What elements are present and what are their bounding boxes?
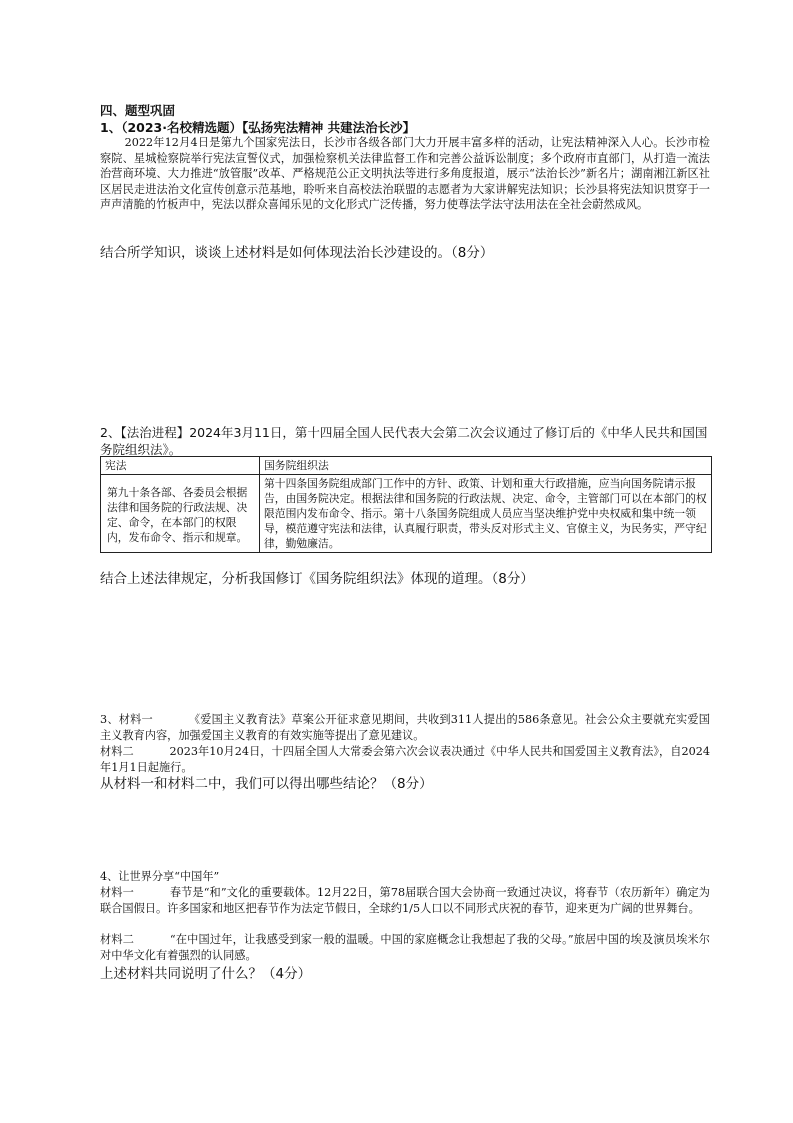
q4-prompt: 上述材料共同说明了什么？（4分） bbox=[100, 966, 312, 982]
table-header-row bbox=[101, 457, 712, 475]
q2-header: 2、【法治进程】2024年3月11日，第十四届全国人民代表大会第二次会议通过了修订后的《中华人民共和国国务院组织法》。 bbox=[100, 425, 708, 457]
q4-material-1 bbox=[100, 885, 710, 916]
q4-m1-body: 春节是“和”文化的重要载体。12月22日，第78届联合国大会协商一致通过决议，将春节（农历新年）确定为联合国假日。许多国家和地区把春节作为法定节假日，全球约1/5人口以不同形式庆祝的春节，迎来更为广阔的世界舞台。 bbox=[100, 886, 710, 915]
table-cell-state-council-articles: 第十四条国务院组成部门工作中的方针、政策、计划和重大行政措施，应当向国务院请示报告，由国务院决定。根据法律和国务院的行政法规、决定、命令，主管部门可以在本部门的权限范围内发布命令、指示。第十八条国务院组成人员应当坚决维护党中央权威和集中统一领导，模范遵守宪法和法律，认真履行职责，带头反对形式主义、官僚主义，为民务实，严守纪律，勤勉廉洁。 bbox=[260, 475, 712, 553]
q3-m1-label: 3、材料一 bbox=[100, 713, 153, 726]
q4-header: 4、让世界分享“中国年” bbox=[100, 870, 220, 883]
q4-m1-label: 材料一 bbox=[100, 886, 134, 899]
q1-prompt: 结合所学知识，谈谈上述材料是如何体现法治长沙建设的。（8分） bbox=[100, 245, 494, 261]
q3-material-2 bbox=[100, 744, 710, 775]
table-cell-constitution-article: 第九十条各部、各委员会根据法律和国务院的行政法规、决定、命令，在本部门的权限内，发布命令、指示和规章。 bbox=[101, 475, 260, 553]
q3-prompt: 从材料一和材料二中，我们可以得出哪些结论？（8分） bbox=[100, 776, 433, 792]
q2-law-table bbox=[100, 456, 712, 553]
q1-header: 1、（2023·名校精选题）【弘扬宪法精神 共建法治长沙】 bbox=[100, 120, 416, 135]
table-header-constitution: 宪法 bbox=[101, 457, 260, 475]
q2-prompt: 结合上述法律规定，分析我国修订《国务院组织法》体现的道理。（8分） bbox=[100, 571, 534, 587]
q2-law-table-wrap bbox=[100, 456, 710, 553]
q1-material: 2022年12月4日是第九个国家宪法日，长沙市各级各部门大力开展丰富多样的活动，让宪法精神深入人心。长沙市检察院、星城检察院举行宪法宣誓仪式，加强检察机关法律监督工作和完善公益诉讼制度；多个政府市直部门，从打造一流法治营商环境、大力推进“放管服”改革、严格规范公正文明执法等进行多角度报道，展示“法治长沙”新名片；湖南湘江新区社区居民走进法治文化宣传创意示范基地，聆听来自高校法治联盟的志愿者为大家讲解宪法知识；长沙县将宪法知识贯穿于一声声清脆的竹板声中，宪法以群众喜闻乐见的文化形式广泛传播，努力使尊法学法守法用法在全社会蔚然成风。 bbox=[100, 136, 710, 211]
q4-m2-label: 材料二 bbox=[100, 933, 135, 946]
q3-m2-body: 2023年10月24日，十四届全国人大常委会第六次会议表决通过《中华人民共和国爱国主义教育法》，自2024年1月1日起施行。 bbox=[100, 745, 710, 774]
section-title: 四、题型巩固 bbox=[100, 103, 176, 118]
table-header-state-council-law: 国务院组织法 bbox=[260, 457, 712, 475]
q4-material-2 bbox=[100, 932, 710, 963]
q4-m2-body: “在中国过年，让我感受到家一般的温暖。中国的家庭概念让我想起了我的父母。”旅居中国的埃及演员埃米尔对中华文化有着强烈的认同感。 bbox=[100, 933, 710, 962]
table-row bbox=[101, 475, 712, 553]
q3-m1-body: 《爱国主义教育法》草案公开征求意见期间，共收到311人提出的586条意见。社会公众主要就充实爱国主义教育内容，加强爱国主义教育的有效实施等提出了意见建议。 bbox=[100, 713, 710, 742]
q3-m2-label: 材料二 bbox=[100, 745, 134, 758]
q3-material-1 bbox=[100, 712, 710, 743]
